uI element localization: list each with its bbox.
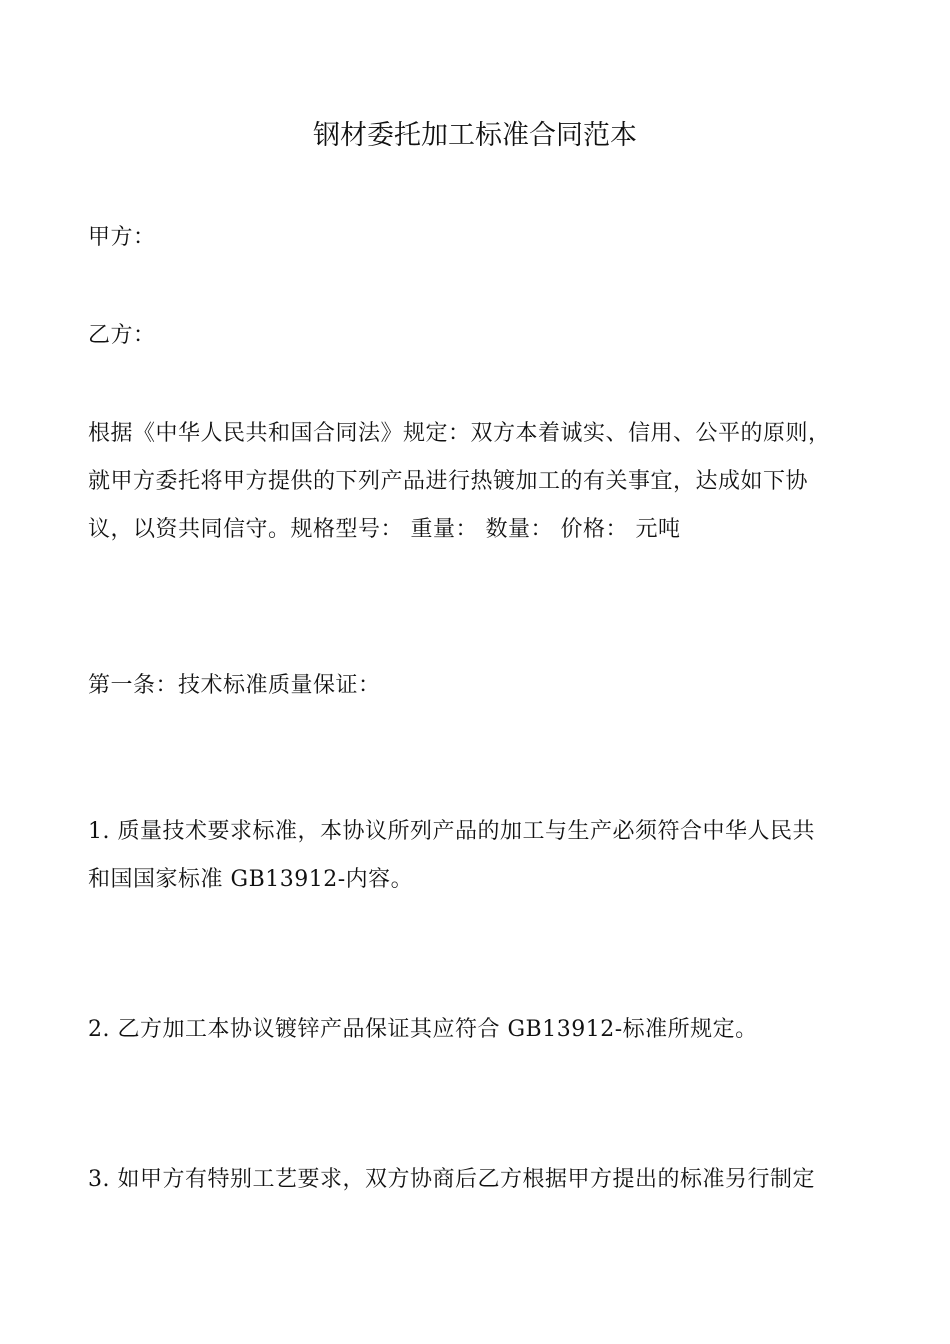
intro-paragraph	[88, 410, 878, 554]
party-b-text: 乙方：	[88, 323, 156, 348]
clause-item-1-line-2: 和国国家标准 GB13912-内容。	[88, 867, 414, 892]
clause-item-3-text: 3. 如甲方有特别工艺要求，双方协商后乙方根据甲方提出的标准另行制定	[88, 1167, 815, 1192]
article-1-heading	[88, 662, 878, 710]
party-a-text: 甲方：	[88, 225, 156, 250]
intro-line-2: 就甲方委托将甲方提供的下列产品进行热镀加工的有关事宜，达成如下协	[88, 469, 809, 494]
clause-item-1-line-1: 1. 质量技术要求标准，本协议所列产品的加工与生产必须符合中华人民共	[88, 819, 815, 844]
party-b-label	[88, 312, 878, 360]
clause-item-2-text: 2. 乙方加工本协议镀锌产品保证其应符合 GB13912-标准所规定。	[88, 1017, 758, 1042]
clause-item-1	[88, 808, 878, 904]
clause-item-3	[88, 1156, 878, 1204]
party-a-label	[88, 214, 878, 262]
article-1-heading-text: 第一条：技术标准质量保证：	[88, 673, 381, 698]
intro-line-1: 根据《中华人民共和国合同法》规定：双方本着诚实、信用、公平的原则，	[88, 421, 831, 446]
clause-item-2	[88, 1006, 878, 1054]
intro-line-3: 议，以资共同信守。规格型号： 重量： 数量： 价格： 元吨	[88, 517, 681, 542]
document-title: 钢材委托加工标准合同范本	[313, 120, 637, 151]
